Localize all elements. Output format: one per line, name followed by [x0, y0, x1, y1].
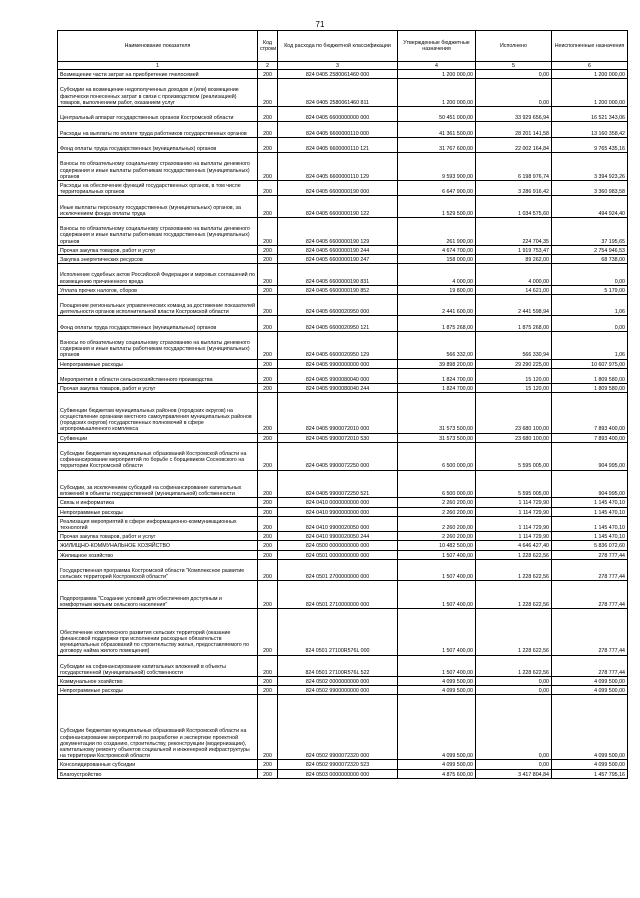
- row-line-code: 200: [258, 122, 278, 137]
- row-approved: 1 507 400,00: [398, 581, 476, 609]
- row-name: Непрограммные расходы: [58, 686, 258, 695]
- row-unexecuted: 4 099 500,00: [552, 677, 628, 686]
- row-unexecuted: 1 145 470,10: [552, 498, 628, 507]
- row-unexecuted: 0,00: [552, 264, 628, 286]
- row-unexecuted: 1 809 580,00: [552, 384, 628, 393]
- row-approved: 1 507 400,00: [398, 550, 476, 559]
- row-executed: 0,00: [476, 686, 552, 695]
- row-line-code: 200: [258, 655, 278, 677]
- row-name: Фонд оплаты труда государственных (муниципальных) органов: [58, 316, 258, 331]
- table-row: [58, 516, 628, 531]
- row-approved: 6 500 000,00: [398, 470, 476, 498]
- table-row: [58, 294, 628, 316]
- row-executed: 4 000,00: [476, 264, 552, 286]
- row-approved: 39 898 200,00: [398, 359, 476, 368]
- row-line-code: 200: [258, 254, 278, 263]
- row-unexecuted: 1 145 470,10: [552, 507, 628, 516]
- row-approved: 50 451 000,00: [398, 106, 476, 121]
- row-classification-code: 824 0405 6600000190 247: [278, 254, 398, 263]
- row-executed: 0,00: [476, 760, 552, 769]
- row-unexecuted: 68 738,00: [552, 254, 628, 263]
- row-executed: 3 286 916,42: [476, 180, 552, 195]
- row-classification-code: 824 0410 9900000000 000: [278, 507, 398, 516]
- header-budget-classification: Код расхода по бюджетной классификации: [278, 31, 398, 62]
- table-row: [58, 285, 628, 294]
- row-line-code: 200: [258, 331, 278, 359]
- row-name: Уплата прочих налогов, сборов: [58, 285, 258, 294]
- row-approved: 1 507 400,00: [398, 559, 476, 581]
- row-name: Прочая закупка товаров, работ и услуг: [58, 384, 258, 393]
- row-classification-code: 824 0405 9900072010 530: [278, 433, 398, 442]
- row-executed: 566 330,94: [476, 331, 552, 359]
- row-classification-code: 824 0405 6600000190 831: [278, 264, 398, 286]
- table-row: [58, 153, 628, 181]
- row-line-code: 200: [258, 70, 278, 79]
- row-executed: 1 228 622,56: [476, 655, 552, 677]
- row-name: Субвенции: [58, 433, 258, 442]
- row-line-code: 200: [258, 153, 278, 181]
- row-approved: 19 800,00: [398, 285, 476, 294]
- row-name: Взносы по обязательному социальному страхованию на выплаты денежного содержания и иные выплаты работникам государственных (муниципальных) органов: [58, 217, 258, 245]
- row-unexecuted: 1 200 000,00: [552, 70, 628, 79]
- row-classification-code: 824 0405 6600000110 129: [278, 153, 398, 181]
- row-line-code: 200: [258, 541, 278, 550]
- table-row: [58, 769, 628, 778]
- row-approved: 1 507 400,00: [398, 609, 476, 655]
- row-unexecuted: 10 607 975,00: [552, 359, 628, 368]
- row-line-code: 200: [258, 294, 278, 316]
- row-executed: 1 919 753,47: [476, 245, 552, 254]
- row-unexecuted: 1 809 580,00: [552, 368, 628, 383]
- table-row: [58, 79, 628, 107]
- row-executed: 15 120,00: [476, 368, 552, 383]
- table-row: [58, 470, 628, 498]
- row-name: Коммунальное хозяйство: [58, 677, 258, 686]
- table-row: [58, 559, 628, 581]
- row-unexecuted: 7 893 400,00: [552, 433, 628, 442]
- row-executed: 1 114 729,90: [476, 516, 552, 531]
- row-classification-code: 824 0405 9900000000 000: [278, 359, 398, 368]
- header-row: [58, 31, 628, 62]
- row-classification-code: 824 0405 9900072250 521: [278, 470, 398, 498]
- row-approved: 31 573 500,00: [398, 433, 476, 442]
- row-name: Поощрение региональных управленческих команд за достижение показателей деятельности органов исполнительной власти Костромской области: [58, 294, 258, 316]
- row-unexecuted: 278 777,44: [552, 559, 628, 581]
- row-line-code: 200: [258, 507, 278, 516]
- row-executed: 5 595 005,00: [476, 470, 552, 498]
- row-line-code: 200: [258, 769, 278, 778]
- row-line-code: 200: [258, 384, 278, 393]
- row-line-code: 200: [258, 559, 278, 581]
- row-name: Связь и информатика: [58, 498, 258, 507]
- table-row: [58, 316, 628, 331]
- row-name: Подпрограмма "Создание условий для обеспечения доступным и комфортным жильем сельского населения": [58, 581, 258, 609]
- table-row: [58, 359, 628, 368]
- row-classification-code: 824 0405 6600000190 244: [278, 245, 398, 254]
- row-executed: 5 595 005,00: [476, 442, 552, 470]
- table-row: [58, 245, 628, 254]
- row-executed: 33 929 656,94: [476, 106, 552, 121]
- row-line-code: 200: [258, 677, 278, 686]
- row-line-code: 200: [258, 433, 278, 442]
- row-unexecuted: 1 200 000,00: [552, 79, 628, 107]
- row-approved: 4 099 500,00: [398, 695, 476, 760]
- row-executed: 1 114 729,90: [476, 532, 552, 541]
- row-executed: 0,00: [476, 695, 552, 760]
- table-row: [58, 677, 628, 686]
- table-row: [58, 331, 628, 359]
- table-row: [58, 655, 628, 677]
- row-classification-code: 824 0405 9900080040 244: [278, 384, 398, 393]
- row-classification-code: 824 0410 9900020050 000: [278, 516, 398, 531]
- row-classification-code: 824 0501 2700000000 000: [278, 559, 398, 581]
- table-row: [58, 433, 628, 442]
- row-classification-code: 824 0405 6600020950 121: [278, 316, 398, 331]
- table-row: [58, 384, 628, 393]
- row-executed: 89 262,00: [476, 254, 552, 263]
- row-name: Жилищное хозяйство: [58, 550, 258, 559]
- row-line-code: 200: [258, 180, 278, 195]
- table-row: [58, 368, 628, 383]
- row-executed: 29 290 225,00: [476, 359, 552, 368]
- row-classification-code: 824 0501 0000000000 000: [278, 550, 398, 559]
- row-name: Субсидии бюджетам муниципальных образований Костромской области на софинансирование мероприятий по разработке и экспертизе проектной документации по созданию, строительству, реконструкции (модернизации), капитальному ремонту объектов социальной и инженерной инфраструктуры на территории Костромской области: [58, 695, 258, 760]
- row-classification-code: 824 0502 9900072320 000: [278, 695, 398, 760]
- row-approved: 1 529 500,00: [398, 196, 476, 218]
- row-classification-code: 824 0405 2580061460 000: [278, 70, 398, 79]
- row-executed: 4 646 427,40: [476, 541, 552, 550]
- row-classification-code: 824 0405 6600020950 000: [278, 294, 398, 316]
- row-approved: 566 332,00: [398, 331, 476, 359]
- row-classification-code: 824 0405 6600000190 122: [278, 196, 398, 218]
- table-row: [58, 254, 628, 263]
- row-unexecuted: 1 457 795,16: [552, 769, 628, 778]
- row-name: Реализация мероприятий в сфере информационно-коммуникационных технологий: [58, 516, 258, 531]
- row-approved: 1 200 000,00: [398, 70, 476, 79]
- row-approved: 6 500 000,00: [398, 442, 476, 470]
- row-executed: 2 441 598,94: [476, 294, 552, 316]
- row-line-code: 200: [258, 470, 278, 498]
- row-unexecuted: 13 160 358,42: [552, 122, 628, 137]
- row-executed: 224 704,35: [476, 217, 552, 245]
- row-classification-code: 824 0405 6600020950 129: [278, 331, 398, 359]
- row-unexecuted: 5 179,00: [552, 285, 628, 294]
- row-name: Субвенции бюджетам муниципальных районов (городских округов) на осуществление органами местного самоуправления муниципальных районов (городских округов) государственных полномочий в сфере агропромышленного комплекса: [58, 393, 258, 433]
- header-executed: Исполнено: [476, 31, 552, 62]
- row-approved: 10 482 500,00: [398, 541, 476, 550]
- row-approved: 4 000,00: [398, 264, 476, 286]
- row-executed: 0,00: [476, 70, 552, 79]
- row-name: Фонд оплаты труда государственных (муниципальных) органов: [58, 137, 258, 152]
- row-line-code: 200: [258, 106, 278, 121]
- row-line-code: 200: [258, 264, 278, 286]
- row-line-code: 200: [258, 695, 278, 760]
- row-approved: 4 099 500,00: [398, 677, 476, 686]
- row-unexecuted: 9 765 435,16: [552, 137, 628, 152]
- row-name: Иные выплаты персоналу государственных (муниципальных) органов, за исключением фонда оплаты труда: [58, 196, 258, 218]
- row-unexecuted: 3 394 923,26: [552, 153, 628, 181]
- row-approved: 2 260 200,00: [398, 498, 476, 507]
- row-name: Непрограммные расходы: [58, 507, 258, 516]
- row-name: Исполнение судебных актов Российской Федерации и мировых соглашений по возмещению причиненного вреда: [58, 264, 258, 286]
- table-row: [58, 550, 628, 559]
- row-executed: 6 198 976,74: [476, 153, 552, 181]
- row-unexecuted: 278 777,44: [552, 609, 628, 655]
- row-name: Государственная программа Костромской области "Комплексное развитие сельских территорий Костромской области": [58, 559, 258, 581]
- row-approved: 31 573 500,00: [398, 393, 476, 433]
- row-executed: 0,00: [476, 79, 552, 107]
- header-line-code: Код строки: [258, 31, 278, 62]
- row-unexecuted: 0,00: [552, 316, 628, 331]
- row-unexecuted: 16 521 343,06: [552, 106, 628, 121]
- row-approved: 1 875 268,00: [398, 316, 476, 331]
- row-executed: 22 002 164,84: [476, 137, 552, 152]
- row-unexecuted: 3 360 983,58: [552, 180, 628, 195]
- row-executed: 14 621,00: [476, 285, 552, 294]
- row-name: Прочая закупка товаров, работ и услуг: [58, 245, 258, 254]
- row-approved: 1 507 400,00: [398, 655, 476, 677]
- row-classification-code: 824 0501 2710000000 000: [278, 581, 398, 609]
- row-classification-code: 824 0405 6600000190 129: [278, 217, 398, 245]
- row-line-code: 200: [258, 316, 278, 331]
- column-number: 2: [258, 62, 278, 70]
- row-classification-code: 824 0405 2580061460 811: [278, 79, 398, 107]
- table-row: [58, 196, 628, 218]
- column-number-row: [58, 62, 628, 70]
- row-unexecuted: 5 836 072,60: [552, 541, 628, 550]
- row-classification-code: 824 0405 6600000000 000: [278, 106, 398, 121]
- row-unexecuted: 278 777,44: [552, 655, 628, 677]
- row-approved: 1 824 700,00: [398, 368, 476, 383]
- row-classification-code: 824 0500 0000000000 000: [278, 541, 398, 550]
- column-number: 5: [476, 62, 552, 70]
- row-classification-code: 824 0502 9900000000 000: [278, 686, 398, 695]
- row-line-code: 200: [258, 516, 278, 531]
- row-classification-code: 824 0405 9900072250 000: [278, 442, 398, 470]
- row-unexecuted: 904 995,00: [552, 470, 628, 498]
- row-line-code: 200: [258, 686, 278, 695]
- row-classification-code: 824 0501 27100R576L 000: [278, 609, 398, 655]
- row-approved: 41 361 500,00: [398, 122, 476, 137]
- row-line-code: 200: [258, 217, 278, 245]
- row-classification-code: 824 0410 0000000000 000: [278, 498, 398, 507]
- column-number: 6: [552, 62, 628, 70]
- row-classification-code: 824 0410 9900020050 244: [278, 532, 398, 541]
- row-unexecuted: 4 099 500,00: [552, 695, 628, 760]
- row-line-code: 200: [258, 196, 278, 218]
- row-classification-code: 824 0405 9900072010 000: [278, 393, 398, 433]
- row-name: Непрограммные расходы: [58, 359, 258, 368]
- row-line-code: 200: [258, 79, 278, 107]
- row-unexecuted: 4 099 500,00: [552, 760, 628, 769]
- table-row: [58, 264, 628, 286]
- row-line-code: 200: [258, 368, 278, 383]
- row-line-code: 200: [258, 359, 278, 368]
- row-classification-code: 824 0501 27100R576L 522: [278, 655, 398, 677]
- table-row: [58, 498, 628, 507]
- row-unexecuted: 1,06: [552, 294, 628, 316]
- row-approved: 2 260 200,00: [398, 516, 476, 531]
- row-name: Взносы по обязательному социальному страхованию на выплаты денежного содержания и иные выплаты работникам государственных (муниципальных) органов: [58, 153, 258, 181]
- row-approved: 1 824 700,00: [398, 384, 476, 393]
- row-approved: 4 674 700,00: [398, 245, 476, 254]
- row-executed: 1 114 729,90: [476, 498, 552, 507]
- row-name: Обеспечение комплексного развития сельских территорий (оказание финансовой поддержки при исполнении расходных обязательств муниципальных образований по строительству жилья, предоставляемого по договору найма жилого помещения): [58, 609, 258, 655]
- row-approved: 2 260 200,00: [398, 532, 476, 541]
- table-row: [58, 180, 628, 195]
- column-number: 4: [398, 62, 476, 70]
- row-executed: 1 228 622,56: [476, 609, 552, 655]
- row-classification-code: 824 0405 6600000190 852: [278, 285, 398, 294]
- row-name: ЖИЛИЩНО-КОММУНАЛЬНОЕ ХОЗЯЙСТВО: [58, 541, 258, 550]
- row-line-code: 200: [258, 442, 278, 470]
- row-approved: 158 000,00: [398, 254, 476, 263]
- row-name: Взносы по обязательному социальному страхованию на выплаты денежного содержания и иные выплаты работникам государственных (муниципальных) органов: [58, 331, 258, 359]
- table-row: [58, 442, 628, 470]
- row-line-code: 200: [258, 609, 278, 655]
- header-indicator-name: Наименование показателя: [58, 31, 258, 62]
- row-executed: 23 680 100,00: [476, 393, 552, 433]
- row-unexecuted: 4 099 500,00: [552, 686, 628, 695]
- row-unexecuted: 494 924,40: [552, 196, 628, 218]
- table-row: [58, 122, 628, 137]
- table-row: [58, 137, 628, 152]
- header-unexecuted: Неисполненные назначения: [552, 31, 628, 62]
- row-classification-code: 824 0502 9900072320 523: [278, 760, 398, 769]
- row-approved: 4 099 500,00: [398, 686, 476, 695]
- row-unexecuted: 7 893 400,00: [552, 393, 628, 433]
- row-name: Возмещение части затрат на приобретение пчелосемей: [58, 70, 258, 79]
- row-line-code: 200: [258, 285, 278, 294]
- table-row: [58, 760, 628, 769]
- row-unexecuted: 1 145 470,10: [552, 532, 628, 541]
- row-name: Субсидии на софинансирование капитальных вложений в объекты государственной (муниципальной) собственности: [58, 655, 258, 677]
- row-name: Благоустройство: [58, 769, 258, 778]
- row-unexecuted: 2 754 946,53: [552, 245, 628, 254]
- row-line-code: 200: [258, 393, 278, 433]
- row-classification-code: 824 0405 6600000190 000: [278, 180, 398, 195]
- row-classification-code: 824 0405 6600000110 121: [278, 137, 398, 152]
- row-approved: 4 099 500,00: [398, 760, 476, 769]
- row-executed: 1 228 622,56: [476, 559, 552, 581]
- table-row: [58, 541, 628, 550]
- row-executed: 15 120,00: [476, 384, 552, 393]
- table-row: [58, 217, 628, 245]
- table-row: [58, 609, 628, 655]
- row-approved: 31 767 600,00: [398, 137, 476, 152]
- row-name: Прочая закупка товаров, работ и услуг: [58, 532, 258, 541]
- row-executed: 1 034 575,60: [476, 196, 552, 218]
- table-row: [58, 695, 628, 760]
- table-row: [58, 686, 628, 695]
- row-name: Расходы на выплаты по оплате труда работников государственных органов: [58, 122, 258, 137]
- row-unexecuted: 37 195,65: [552, 217, 628, 245]
- row-approved: 4 875 600,00: [398, 769, 476, 778]
- table-row: [58, 581, 628, 609]
- row-classification-code: 824 0405 9900080040 000: [278, 368, 398, 383]
- table-row: [58, 532, 628, 541]
- row-line-code: 200: [258, 532, 278, 541]
- row-unexecuted: 278 777,44: [552, 581, 628, 609]
- header-approved: Утвержденные бюджетные назначения: [398, 31, 476, 62]
- table-row: [58, 393, 628, 433]
- row-approved: 9 593 900,00: [398, 153, 476, 181]
- row-unexecuted: 1 145 470,10: [552, 516, 628, 531]
- row-unexecuted: 278 777,44: [552, 550, 628, 559]
- row-name: Центральный аппарат государственных органов Костромской области: [58, 106, 258, 121]
- column-number: 1: [58, 62, 258, 70]
- row-unexecuted: 1,06: [552, 331, 628, 359]
- column-number: 3: [278, 62, 398, 70]
- row-name: Субсидии бюджетам муниципальных образований Костромской области на софинансирование мероприятий по борьбе с борщевиком Сосновского на территории Костромской области: [58, 442, 258, 470]
- budget-execution-table: [57, 30, 628, 779]
- row-approved: 2 441 600,00: [398, 294, 476, 316]
- row-executed: 0,00: [476, 677, 552, 686]
- row-name: Субсидии на возмещение недополученных доходов и (или) возмещение фактически понесенных затрат в связи с производством (реализацией) товаров, выполнением работ, оказанием услуг: [58, 79, 258, 107]
- row-line-code: 200: [258, 498, 278, 507]
- row-classification-code: 824 0502 0000000000 000: [278, 677, 398, 686]
- row-line-code: 200: [258, 550, 278, 559]
- row-name: Мероприятия в области сельскохозяйственного производства: [58, 368, 258, 383]
- row-executed: 3 417 804,84: [476, 769, 552, 778]
- row-executed: 1 875 268,00: [476, 316, 552, 331]
- row-approved: 6 647 900,00: [398, 180, 476, 195]
- row-name: Субсидии, за исключением субсидий на софинансирование капитальных вложений в объекты государственной (муниципальной) собственности: [58, 470, 258, 498]
- row-approved: 261 900,00: [398, 217, 476, 245]
- row-name: Закупка энергетических ресурсов: [58, 254, 258, 263]
- row-line-code: 200: [258, 245, 278, 254]
- page-number: 71: [315, 20, 325, 29]
- row-classification-code: 824 0503 0000000000 000: [278, 769, 398, 778]
- row-executed: 1 228 622,56: [476, 550, 552, 559]
- row-line-code: 200: [258, 581, 278, 609]
- table-row: [58, 70, 628, 79]
- row-name: Консолидированные субсидии: [58, 760, 258, 769]
- row-executed: 23 680 100,00: [476, 433, 552, 442]
- table-row: [58, 106, 628, 121]
- row-approved: 1 200 000,00: [398, 79, 476, 107]
- row-executed: 28 201 141,58: [476, 122, 552, 137]
- row-unexecuted: 904 995,00: [552, 442, 628, 470]
- row-executed: 1 114 729,90: [476, 507, 552, 516]
- row-name: Расходы на обеспечение функций государственных органов, в том числе территориальных органов: [58, 180, 258, 195]
- row-line-code: 200: [258, 760, 278, 769]
- row-line-code: 200: [258, 137, 278, 152]
- row-executed: 1 228 622,56: [476, 581, 552, 609]
- row-approved: 2 260 200,00: [398, 507, 476, 516]
- table-row: [58, 507, 628, 516]
- row-classification-code: 824 0405 6600000110 000: [278, 122, 398, 137]
